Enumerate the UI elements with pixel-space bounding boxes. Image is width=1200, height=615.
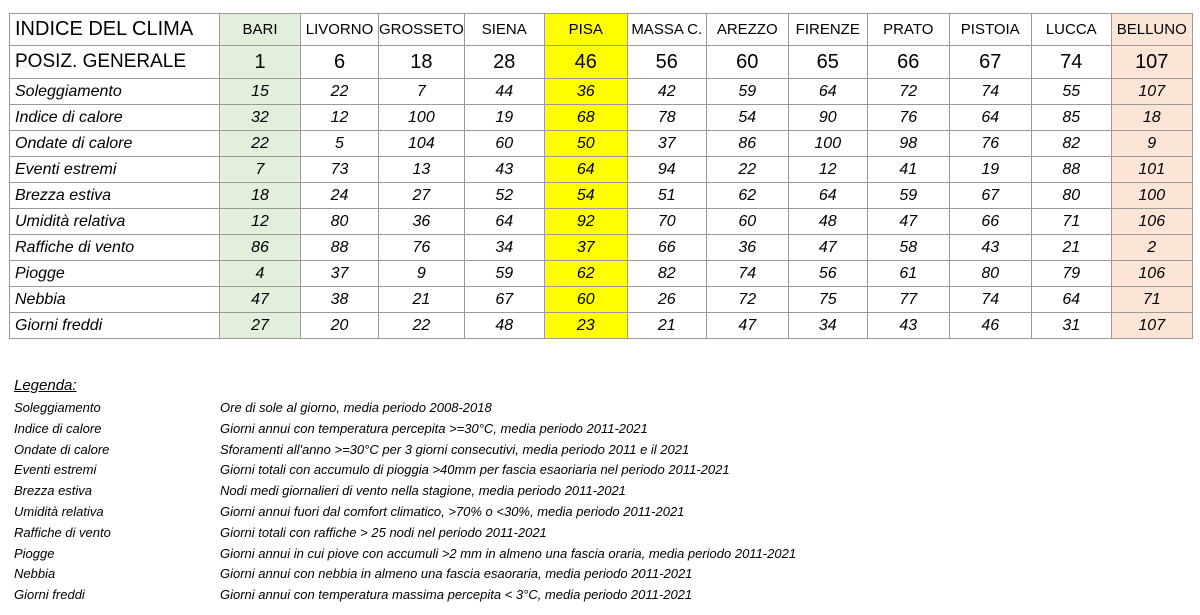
- row-label: Indice di calore: [10, 105, 220, 131]
- table-row: [10, 287, 1193, 313]
- cell-belluno: BELLUNO: [1111, 14, 1192, 46]
- cell-siena: 19: [464, 105, 544, 131]
- position-row: [10, 46, 1193, 79]
- legend-term: Eventi estremi: [14, 462, 97, 478]
- cell-belluno: 107: [1111, 79, 1192, 105]
- cell-arezzo: 22: [706, 157, 788, 183]
- cell-lucca: LUCCA: [1031, 14, 1111, 46]
- cell-massac: 70: [627, 209, 706, 235]
- cell-livorno: 24: [301, 183, 379, 209]
- legend-description: Giorni totali con raffiche > 25 nodi nel periodo 2011-2021: [220, 524, 547, 540]
- legend-term: Giorni freddi: [14, 587, 85, 603]
- cell-firenze: 90: [788, 105, 867, 131]
- cell-grosseto: 76: [379, 235, 465, 261]
- legend-description: Nodi medi giornalieri di vento nella stagione, media periodo 2011-2021: [220, 483, 626, 499]
- cell-arezzo: 54: [706, 105, 788, 131]
- cell-grosseto: 13: [379, 157, 465, 183]
- cell-firenze: 34: [788, 313, 867, 339]
- cell-massac: 26: [627, 287, 706, 313]
- cell-arezzo: 62: [706, 183, 788, 209]
- cell-pistoia: 19: [949, 157, 1031, 183]
- cell-pisa: 54: [544, 183, 627, 209]
- legend-description: Giorni annui fuori dal comfort climatico, >70% o <30%, media periodo 2011-2021: [220, 503, 685, 519]
- cell-grosseto: GROSSETO: [379, 14, 465, 46]
- cell-belluno: 18: [1111, 105, 1192, 131]
- header-row: [10, 14, 1193, 46]
- cell-pistoia: 74: [949, 79, 1031, 105]
- legend-item: [14, 502, 685, 523]
- cell-massac: 78: [627, 105, 706, 131]
- row-label: Eventi estremi: [10, 157, 220, 183]
- cell-firenze: FIRENZE: [788, 14, 867, 46]
- cell-grosseto: 104: [379, 131, 465, 157]
- cell-pistoia: 67: [949, 183, 1031, 209]
- row-label: Raffiche di vento: [10, 235, 220, 261]
- cell-grosseto: 27: [379, 183, 465, 209]
- cell-lucca: 82: [1031, 131, 1111, 157]
- cell-lucca: 21: [1031, 235, 1111, 261]
- cell-lucca: 64: [1031, 287, 1111, 313]
- cell-bari: 22: [220, 131, 301, 157]
- cell-prato: 43: [867, 313, 949, 339]
- cell-arezzo: 36: [706, 235, 788, 261]
- cell-bari: 12: [220, 209, 301, 235]
- cell-livorno: 20: [301, 313, 379, 339]
- cell-siena: 60: [464, 131, 544, 157]
- cell-bari: BARI: [220, 14, 301, 46]
- cell-grosseto: 36: [379, 209, 465, 235]
- cell-siena: 34: [464, 235, 544, 261]
- cell-pistoia: 67: [949, 46, 1031, 79]
- cell-siena: 44: [464, 79, 544, 105]
- cell-arezzo: 60: [706, 209, 788, 235]
- cell-firenze: 12: [788, 157, 867, 183]
- legend: [14, 377, 797, 606]
- cell-belluno: 107: [1111, 46, 1192, 79]
- table-row: [10, 131, 1193, 157]
- cell-siena: 67: [464, 287, 544, 313]
- legend-term: Soleggiamento: [14, 400, 101, 415]
- row-label: Soleggiamento: [10, 79, 220, 105]
- cell-arezzo: 47: [706, 313, 788, 339]
- cell-prato: 58: [867, 235, 949, 261]
- cell-grosseto: 18: [379, 46, 465, 79]
- cell-massac: 51: [627, 183, 706, 209]
- table-row: [10, 235, 1193, 261]
- cell-pistoia: 66: [949, 209, 1031, 235]
- cell-livorno: 88: [301, 235, 379, 261]
- cell-siena: 59: [464, 261, 544, 287]
- cell-firenze: 75: [788, 287, 867, 313]
- cell-belluno: 106: [1111, 261, 1192, 287]
- legend-description: Giorni annui con temperatura massima percepita < 3°C, media periodo 2011-2021: [220, 587, 693, 603]
- row-label: INDICE DEL CLIMA: [10, 14, 220, 46]
- cell-bari: 32: [220, 105, 301, 131]
- table-row: [10, 209, 1193, 235]
- cell-firenze: 65: [788, 46, 867, 79]
- cell-grosseto: 22: [379, 313, 465, 339]
- cell-pisa: PISA: [544, 14, 627, 46]
- table-row: [10, 79, 1193, 105]
- legend-term: Umidità relativa: [14, 503, 104, 519]
- cell-bari: 27: [220, 313, 301, 339]
- cell-firenze: 56: [788, 261, 867, 287]
- cell-grosseto: 9: [379, 261, 465, 287]
- cell-prato: PRATO: [867, 14, 949, 46]
- cell-bari: 15: [220, 79, 301, 105]
- cell-arezzo: AREZZO: [706, 14, 788, 46]
- cell-bari: 7: [220, 157, 301, 183]
- legend-item: [14, 398, 492, 419]
- row-label: Umidità relativa: [10, 209, 220, 235]
- legend-item: [14, 419, 648, 440]
- legend-description: Giorni annui con temperatura percepita >=30°C, media periodo 2011-2021: [220, 420, 648, 436]
- cell-prato: 47: [867, 209, 949, 235]
- cell-bari: 1: [220, 46, 301, 79]
- cell-prato: 61: [867, 261, 949, 287]
- cell-bari: 4: [220, 261, 301, 287]
- cell-lucca: 74: [1031, 46, 1111, 79]
- cell-lucca: 88: [1031, 157, 1111, 183]
- cell-siena: 64: [464, 209, 544, 235]
- cell-lucca: 71: [1031, 209, 1111, 235]
- cell-pisa: 23: [544, 313, 627, 339]
- cell-grosseto: 7: [379, 79, 465, 105]
- legend-description: Giorni totali con accumulo di pioggia >40mm per fascia esaoriaria nel periodo 2011-2021: [220, 462, 730, 478]
- legend-term: Indice di calore: [14, 420, 102, 436]
- cell-pisa: 46: [544, 46, 627, 79]
- row-label: Giorni freddi: [10, 313, 220, 339]
- cell-pisa: 37: [544, 235, 627, 261]
- cell-massac: MASSA C.: [627, 14, 706, 46]
- legend-term: Piogge: [14, 545, 55, 561]
- cell-pistoia: 64: [949, 105, 1031, 131]
- cell-siena: SIENA: [464, 14, 544, 46]
- legend-description: Giorni annui in cui piove con accumuli >2 mm in almeno una fascia oraria, media periodo 2011-2021: [220, 545, 797, 561]
- cell-pisa: 60: [544, 287, 627, 313]
- cell-massac: 37: [627, 131, 706, 157]
- cell-lucca: 85: [1031, 105, 1111, 131]
- cell-belluno: 106: [1111, 209, 1192, 235]
- cell-livorno: 38: [301, 287, 379, 313]
- cell-pistoia: 76: [949, 131, 1031, 157]
- cell-livorno: 37: [301, 261, 379, 287]
- cell-pistoia: PISTOIA: [949, 14, 1031, 46]
- legend-description: Sforamenti all'anno >=30°C per 3 giorni consecutivi, media periodo 2011 e il 2021: [220, 441, 690, 457]
- cell-grosseto: 21: [379, 287, 465, 313]
- table-row: [10, 313, 1193, 339]
- legend-item: [14, 440, 690, 461]
- cell-massac: 82: [627, 261, 706, 287]
- cell-pisa: 92: [544, 209, 627, 235]
- cell-pistoia: 43: [949, 235, 1031, 261]
- cell-firenze: 64: [788, 79, 867, 105]
- cell-arezzo: 86: [706, 131, 788, 157]
- legend-item: [14, 523, 547, 544]
- row-label: Ondate di calore: [10, 131, 220, 157]
- cell-massac: 56: [627, 46, 706, 79]
- cell-prato: 66: [867, 46, 949, 79]
- legend-item: [14, 564, 693, 585]
- legend-term: Nebbia: [14, 566, 56, 582]
- legend-term: Ondate di calore: [14, 441, 110, 457]
- cell-prato: 72: [867, 79, 949, 105]
- cell-livorno: 80: [301, 209, 379, 235]
- legend-item: [14, 481, 626, 502]
- cell-belluno: 101: [1111, 157, 1192, 183]
- row-label: Nebbia: [10, 287, 220, 313]
- legend-title: Legenda:: [14, 377, 77, 394]
- row-label: Piogge: [10, 261, 220, 287]
- cell-firenze: 64: [788, 183, 867, 209]
- cell-prato: 76: [867, 105, 949, 131]
- legend-description: Giorni annui con nebbia in almeno una fascia esaoraria, media periodo 2011-2021: [220, 566, 693, 582]
- cell-belluno: 107: [1111, 313, 1192, 339]
- cell-pistoia: 46: [949, 313, 1031, 339]
- cell-bari: 47: [220, 287, 301, 313]
- cell-firenze: 100: [788, 131, 867, 157]
- cell-siena: 28: [464, 46, 544, 79]
- table-row: [10, 157, 1193, 183]
- cell-pisa: 50: [544, 131, 627, 157]
- table-row: [10, 261, 1193, 287]
- cell-pisa: 64: [544, 157, 627, 183]
- cell-grosseto: 100: [379, 105, 465, 131]
- cell-belluno: 71: [1111, 287, 1192, 313]
- cell-pistoia: 80: [949, 261, 1031, 287]
- cell-siena: 43: [464, 157, 544, 183]
- cell-arezzo: 74: [706, 261, 788, 287]
- cell-siena: 52: [464, 183, 544, 209]
- cell-massac: 94: [627, 157, 706, 183]
- cell-pisa: 68: [544, 105, 627, 131]
- cell-bari: 86: [220, 235, 301, 261]
- cell-arezzo: 60: [706, 46, 788, 79]
- cell-lucca: 80: [1031, 183, 1111, 209]
- legend-item: [14, 544, 797, 565]
- row-label: POSIZ. GENERALE: [10, 46, 220, 79]
- climate-index-table: [9, 13, 1193, 339]
- cell-siena: 48: [464, 313, 544, 339]
- cell-firenze: 48: [788, 209, 867, 235]
- cell-belluno: 2: [1111, 235, 1192, 261]
- table-row: [10, 183, 1193, 209]
- cell-prato: 59: [867, 183, 949, 209]
- cell-livorno: 12: [301, 105, 379, 131]
- legend-term: Raffiche di vento: [14, 524, 111, 540]
- cell-livorno: LIVORNO: [301, 14, 379, 46]
- cell-pistoia: 74: [949, 287, 1031, 313]
- legend-term: Brezza estiva: [14, 483, 93, 499]
- cell-arezzo: 72: [706, 287, 788, 313]
- cell-massac: 66: [627, 235, 706, 261]
- cell-firenze: 47: [788, 235, 867, 261]
- cell-livorno: 5: [301, 131, 379, 157]
- cell-livorno: 22: [301, 79, 379, 105]
- cell-prato: 98: [867, 131, 949, 157]
- cell-lucca: 55: [1031, 79, 1111, 105]
- legend-description: Ore di sole al giorno, media periodo 2008-2018: [220, 400, 492, 415]
- cell-pisa: 36: [544, 79, 627, 105]
- cell-pisa: 62: [544, 261, 627, 287]
- cell-lucca: 31: [1031, 313, 1111, 339]
- cell-prato: 77: [867, 287, 949, 313]
- cell-massac: 21: [627, 313, 706, 339]
- cell-bari: 18: [220, 183, 301, 209]
- legend-item: [14, 460, 730, 481]
- cell-arezzo: 59: [706, 79, 788, 105]
- cell-livorno: 6: [301, 46, 379, 79]
- cell-livorno: 73: [301, 157, 379, 183]
- cell-belluno: 100: [1111, 183, 1192, 209]
- cell-prato: 41: [867, 157, 949, 183]
- cell-lucca: 79: [1031, 261, 1111, 287]
- cell-massac: 42: [627, 79, 706, 105]
- row-label: Brezza estiva: [10, 183, 220, 209]
- legend-item: [14, 585, 693, 606]
- cell-belluno: 9: [1111, 131, 1192, 157]
- table-row: [10, 105, 1193, 131]
